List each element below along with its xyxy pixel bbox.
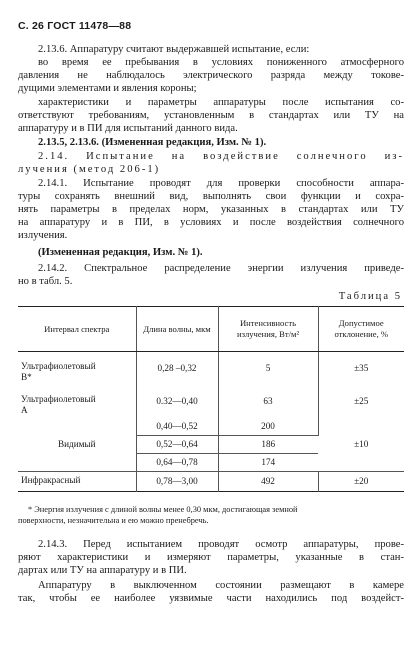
page-header: С. 26 ГОСТ 11478—88	[18, 20, 132, 32]
header-tolerance: Допустимое отклонение, %	[318, 307, 404, 352]
cell-intensity: 200	[218, 418, 318, 436]
cell-tolerance: ±20	[354, 476, 369, 486]
cell-wavelength: 0,28 –0,32	[136, 352, 218, 385]
spectrum-table	[18, 306, 404, 492]
table-row	[18, 385, 404, 418]
para-discharge-line-2: давления не наблюдалось электрического разряда между токове-	[18, 70, 404, 81]
cell-intensity: 63	[218, 385, 318, 418]
table-row	[18, 418, 404, 436]
section-2-14-title-line-1: 2.14. Испытание на воздействие солнечного из-	[38, 151, 404, 162]
cell-label: Ультрафиолетовый	[21, 393, 96, 404]
para-discharge-line-1: во время ее пребывания в условиях пониженного атмосферного	[38, 57, 404, 68]
table-row	[18, 472, 404, 492]
table-row	[18, 352, 404, 385]
cell-intensity: 174	[261, 457, 276, 467]
header-intensity: Интенсивность излучения, Вт/м²	[218, 307, 318, 352]
cell-tolerance: ±35	[354, 362, 369, 373]
cell-intensity: 492	[218, 472, 318, 492]
cell-wavelength: 0,64—0,78	[136, 454, 218, 472]
para-placement-line-1: Аппаратуру в выключенном состоянии размещают в камере	[38, 580, 404, 591]
para-characteristics-line-2: ответствуют требованиям, установленным в стандартах или ТУ на	[18, 110, 404, 121]
para-characteristics-line-3: аппаратуру и в ПИ для испытаний данного вида.	[18, 123, 238, 134]
cell-wavelength: 0,40—0,52	[136, 418, 218, 436]
para-2-14-2-line-1: 2.14.2. Спектральное распределение энергии излучения приведе-	[38, 263, 404, 274]
para-2-14-3-line-2: ряют характеристики и измеряют параметры, указанные в стан-	[18, 552, 404, 563]
table-caption: Таблица 5	[338, 291, 402, 302]
para-2-14-3-line-3: дартах или ТУ на аппаратуру и в ПИ.	[18, 565, 187, 576]
cell-tolerance: ±10	[354, 438, 369, 449]
amendment-note-1: 2.13.5, 2.13.6. (Измененная редакция, Изм. № 1).	[38, 137, 267, 148]
para-2-14-2-line-2: но в табл. 5.	[18, 276, 73, 287]
para-2-14-3-line-1: 2.14.3. Перед испытанием проводят осмотр аппаратуры, прове-	[38, 539, 404, 550]
cell-spectrum-visible: Видимый	[18, 418, 136, 472]
cell-tolerance: ±25	[354, 395, 369, 406]
para-2-14-1-line-3: нять параметры в пределах норм, указанных в стандартах или ТУ	[18, 204, 404, 215]
amendment-note-2: (Измененная редакция, Изм. № 1).	[38, 247, 203, 258]
cell-label: Ультрафиолетовый	[21, 360, 96, 371]
cell-spectrum-infrared: Инфракрасный	[18, 472, 136, 492]
cell-intensity: 186	[218, 436, 318, 454]
cell-wavelength: 0,52—0,64	[136, 436, 218, 454]
para-2-13-6: 2.13.6. Аппаратуру считают выдержавшей испытание, если:	[38, 44, 310, 55]
para-2-14-1-line-5: излучения.	[18, 230, 68, 241]
header-wavelength: Длина волны, мкм	[136, 307, 218, 352]
header-spectrum-interval: Интервал спектра	[18, 307, 136, 352]
para-2-14-1-line-1: 2.14.1. Испытание проводят для проверки способности аппара-	[38, 178, 404, 189]
cell-label-sub: А	[21, 404, 28, 415]
table-header-row	[18, 307, 404, 352]
cell-spectrum-uv-a	[18, 385, 136, 418]
section-2-14-title-line-2: лучения (метод 206-1)	[18, 164, 161, 175]
cell-label-sub: В*	[21, 371, 32, 382]
para-placement-line-2: так, чтобы ее наиболее уязвимые части находились под воздейст-	[18, 593, 404, 604]
para-2-14-1-line-2: туры сохранять внешний вид, выполнять свои функции и сохра-	[18, 191, 404, 202]
para-characteristics-line-1: характеристики и параметры аппаратуры после испытания со-	[38, 97, 404, 108]
cell-wavelength: 0,78—3,00	[136, 472, 218, 492]
table-footnote-line-2: поверхности, незначительна и ею можно пренебречь.	[18, 516, 209, 525]
cell-spectrum-uv-b	[18, 352, 136, 385]
para-2-14-1-line-4: на аппаратуру и в ПИ, в условиях и после воздействия солнечного	[18, 217, 404, 228]
para-discharge-line-3: дущими элементами и явления короны;	[18, 83, 197, 94]
cell-wavelength: 0.32—0,40	[136, 385, 218, 418]
table-footnote-line-1: * Энергия излучения с длиной волны менее 0,30 мкм, достигающая земной	[28, 505, 298, 514]
cell-intensity: 5	[218, 352, 318, 385]
